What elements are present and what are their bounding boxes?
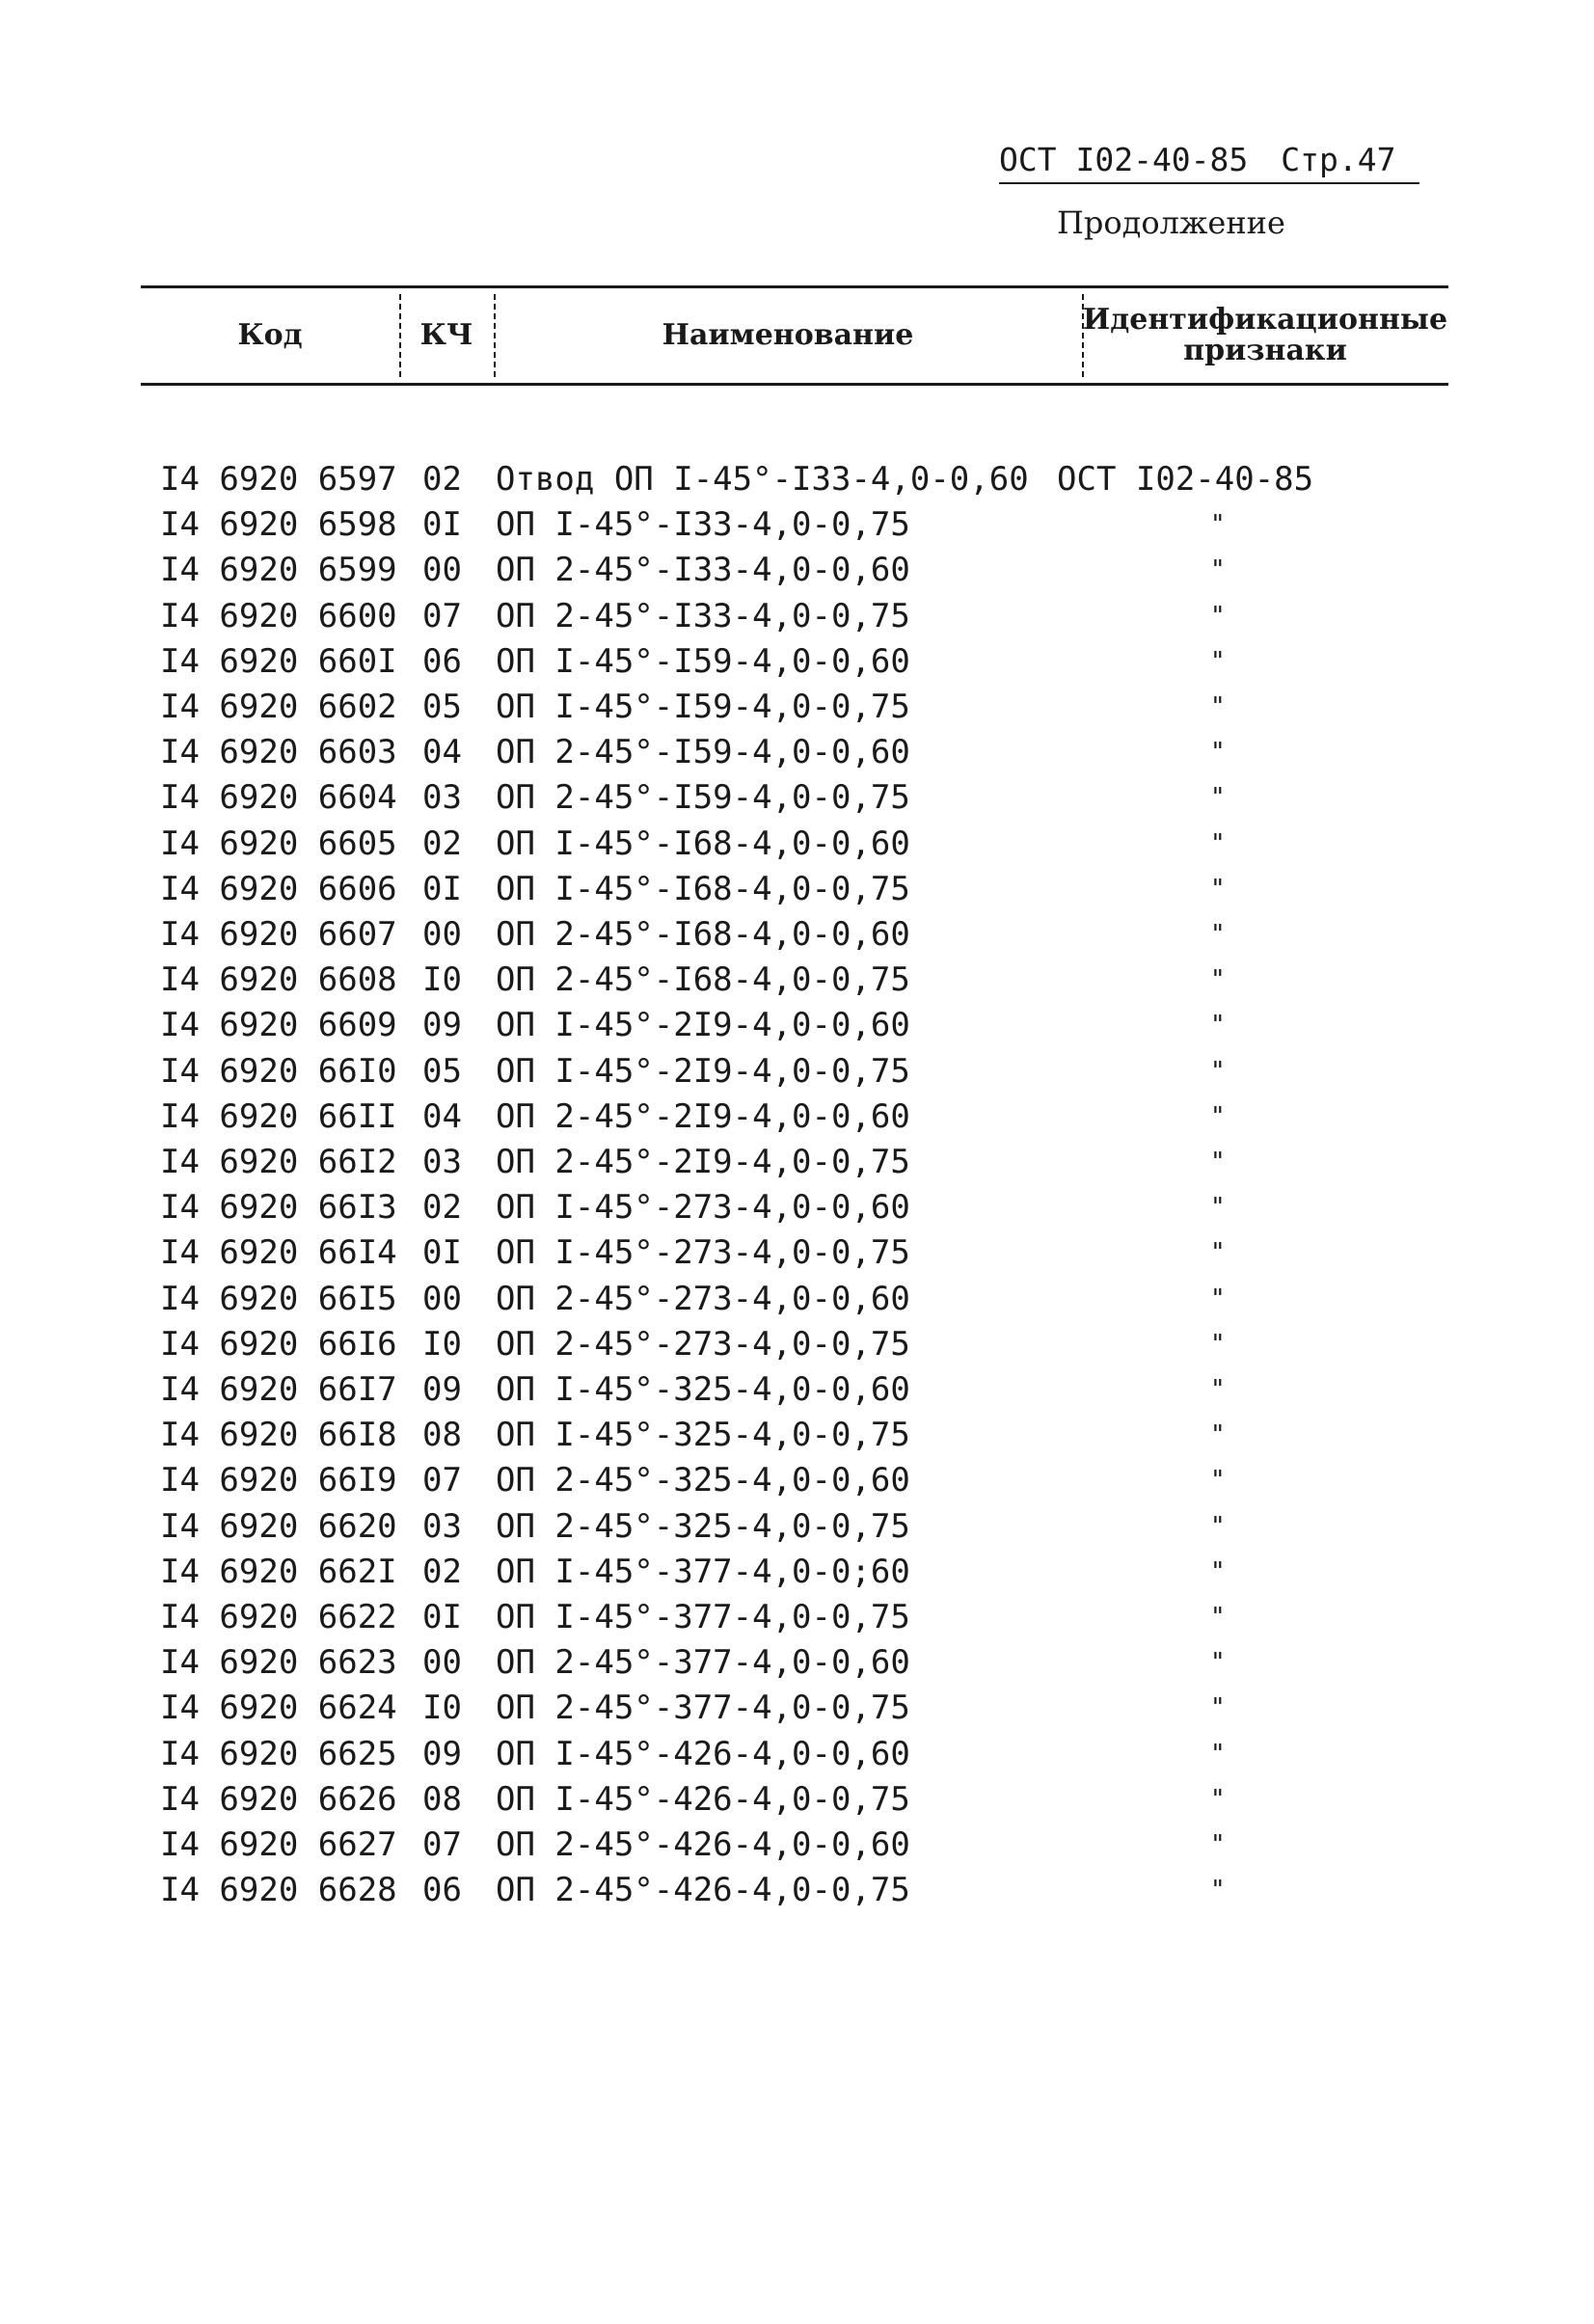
row-ident-ditto: " bbox=[1210, 1011, 1226, 1040]
row-code: I4 6920 66II bbox=[160, 1096, 397, 1136]
row-kch: 02 bbox=[422, 1188, 462, 1228]
row-ident-ditto: " bbox=[1210, 646, 1226, 676]
row-kch: 04 bbox=[422, 1096, 462, 1136]
table-row bbox=[0, 685, 1594, 730]
row-code: I4 6920 66I3 bbox=[160, 1188, 397, 1228]
row-code: I4 6920 6627 bbox=[160, 1825, 397, 1864]
row-name: ОП 2-45°-2I9-4,0-0,60 bbox=[496, 1096, 910, 1136]
row-ident-ditto: " bbox=[1210, 1556, 1226, 1586]
row-kch: 0I bbox=[422, 1233, 462, 1273]
table-row bbox=[0, 457, 1594, 502]
row-ident-ditto: " bbox=[1210, 1830, 1226, 1859]
row-code: I4 6920 6609 bbox=[160, 1006, 397, 1045]
row-name: ОП 2-45°-I33-4,0-0,60 bbox=[496, 551, 910, 590]
row-code: I4 6920 6626 bbox=[160, 1779, 397, 1819]
row-ident-ditto: " bbox=[1210, 1693, 1226, 1723]
table-row bbox=[0, 1230, 1594, 1276]
row-kch: 0I bbox=[422, 1598, 462, 1636]
column-header-kch: КЧ bbox=[419, 318, 473, 352]
row-kch: 00 bbox=[422, 1279, 462, 1318]
row-code: I4 6920 6603 bbox=[160, 733, 397, 772]
row-kch: 09 bbox=[422, 1370, 462, 1409]
row-ident: ОСТ I02-40-85 bbox=[1057, 460, 1314, 499]
row-kch: 03 bbox=[422, 778, 462, 818]
row-name: ОП I-45°-426-4,0-0,60 bbox=[496, 1734, 910, 1773]
row-ident-ditto: " bbox=[1210, 1193, 1226, 1223]
table-row bbox=[0, 1868, 1594, 1913]
row-code: I4 6920 6622 bbox=[160, 1598, 397, 1636]
row-kch: 05 bbox=[422, 688, 462, 726]
row-ident-ditto: " bbox=[1210, 1466, 1226, 1496]
row-ident-ditto: " bbox=[1210, 1603, 1226, 1632]
row-name: ОП 2-45°-325-4,0-0,60 bbox=[496, 1461, 910, 1500]
row-kch: I0 bbox=[422, 960, 462, 1000]
row-name: ОП I-45°-377-4,0-0,75 bbox=[496, 1598, 910, 1636]
table-row bbox=[0, 1185, 1594, 1230]
row-code: I4 6920 6602 bbox=[160, 688, 397, 726]
row-kch: 03 bbox=[422, 1143, 462, 1181]
page-number: Стр.47 bbox=[1281, 141, 1396, 178]
row-ident-ditto: " bbox=[1210, 738, 1226, 768]
table-row bbox=[0, 1823, 1594, 1868]
table-row bbox=[0, 594, 1594, 639]
row-ident-ditto: " bbox=[1210, 1511, 1226, 1541]
row-code: I4 6920 66I4 bbox=[160, 1233, 397, 1273]
row-code: I4 6920 6600 bbox=[160, 596, 397, 635]
row-kch: I0 bbox=[422, 1689, 462, 1728]
row-name: ОП 2-45°-377-4,0-0,75 bbox=[496, 1689, 910, 1728]
row-code: I4 6920 66I5 bbox=[160, 1279, 397, 1318]
row-kch: 05 bbox=[422, 1051, 462, 1091]
row-kch: 08 bbox=[422, 1416, 462, 1455]
table-row bbox=[0, 1140, 1594, 1185]
table-row bbox=[0, 1277, 1594, 1322]
row-name: ОП I-45°-273-4,0-0,75 bbox=[496, 1233, 910, 1273]
row-kch: 07 bbox=[422, 596, 462, 635]
table-row bbox=[0, 1686, 1594, 1731]
row-ident-ditto: " bbox=[1210, 1101, 1226, 1131]
row-name: ОП I-45°-273-4,0-0,60 bbox=[496, 1188, 910, 1228]
row-code: I4 6920 66I2 bbox=[160, 1143, 397, 1181]
row-name: ОП 2-45°-I33-4,0-0,75 bbox=[496, 596, 910, 635]
row-name: ОП 2-45°-377-4,0-0,60 bbox=[496, 1643, 910, 1683]
table-row bbox=[0, 1732, 1594, 1777]
row-code: I4 6920 6620 bbox=[160, 1506, 397, 1546]
row-code: I4 6920 6599 bbox=[160, 551, 397, 590]
row-code: I4 6920 6605 bbox=[160, 824, 397, 863]
row-code: I4 6920 66I9 bbox=[160, 1461, 397, 1500]
row-kch: 00 bbox=[422, 1643, 462, 1683]
row-name: ОП I-45°-325-4,0-0,75 bbox=[496, 1416, 910, 1455]
table-row bbox=[0, 1413, 1594, 1458]
row-name: ОП 2-45°-273-4,0-0,60 bbox=[496, 1279, 910, 1318]
row-code: I4 6920 6625 bbox=[160, 1734, 397, 1773]
row-name: ОП I-45°-377-4,0-0;60 bbox=[496, 1552, 910, 1591]
row-kch: 00 bbox=[422, 915, 462, 954]
column-header-name: Наименование bbox=[662, 318, 914, 352]
row-name: ОП I-45°-2I9-4,0-0,60 bbox=[496, 1006, 910, 1045]
row-kch: 07 bbox=[422, 1461, 462, 1500]
row-ident-ditto: " bbox=[1210, 510, 1226, 540]
row-kch: 0I bbox=[422, 869, 462, 908]
row-ident-ditto: " bbox=[1210, 601, 1226, 631]
row-kch: 03 bbox=[422, 1506, 462, 1546]
row-code: I4 6920 662I bbox=[160, 1552, 397, 1591]
row-code: I4 6920 6624 bbox=[160, 1689, 397, 1728]
row-ident-ditto: " bbox=[1210, 965, 1226, 995]
column-header-ident: Идентификационные признаки bbox=[1082, 303, 1448, 367]
row-kch: 06 bbox=[422, 1871, 462, 1910]
table-row bbox=[0, 639, 1594, 685]
row-code: I4 6920 6604 bbox=[160, 778, 397, 818]
row-name: ОП 2-45°-2I9-4,0-0,75 bbox=[496, 1143, 910, 1181]
row-name: ОП I-45°-I68-4,0-0,75 bbox=[496, 869, 910, 908]
row-ident-ditto: " bbox=[1210, 1284, 1226, 1313]
row-name: ОП I-45°-I59-4,0-0,60 bbox=[496, 641, 910, 681]
table-row bbox=[0, 1003, 1594, 1048]
table-row bbox=[0, 548, 1594, 593]
row-kch: 09 bbox=[422, 1734, 462, 1773]
row-ident-ditto: " bbox=[1210, 1329, 1226, 1359]
row-kch: 02 bbox=[422, 1552, 462, 1591]
table-row bbox=[0, 1367, 1594, 1413]
table-row bbox=[0, 1094, 1594, 1140]
row-ident-ditto: " bbox=[1210, 1056, 1226, 1086]
row-ident-ditto: " bbox=[1210, 920, 1226, 949]
row-ident-ditto: " bbox=[1210, 1648, 1226, 1678]
table-row bbox=[0, 1049, 1594, 1094]
row-kch: 00 bbox=[422, 551, 462, 590]
row-kch: 09 bbox=[422, 1006, 462, 1045]
row-name: ОП I-45°-426-4,0-0,75 bbox=[496, 1779, 910, 1819]
row-name: ОП 2-45°-273-4,0-0,75 bbox=[496, 1324, 910, 1364]
row-name: ОП I-45°-I59-4,0-0,75 bbox=[496, 688, 910, 726]
row-ident-ditto: " bbox=[1210, 1238, 1226, 1268]
table-row bbox=[0, 822, 1594, 867]
row-ident-ditto: " bbox=[1210, 1876, 1226, 1905]
row-name: ОП 2-45°-I68-4,0-0,75 bbox=[496, 960, 910, 1000]
row-name: ОП 2-45°-426-4,0-0,75 bbox=[496, 1871, 910, 1910]
standard-number: ОСТ I02-40-85 bbox=[999, 141, 1249, 178]
table-row bbox=[0, 958, 1594, 1003]
row-code: I4 6920 660I bbox=[160, 641, 397, 681]
row-name: ОП 2-45°-I59-4,0-0,60 bbox=[496, 733, 910, 772]
row-name: ОП I-45°-I33-4,0-0,75 bbox=[496, 505, 910, 545]
row-code: I4 6920 6597 bbox=[160, 460, 397, 499]
row-kch: 0I bbox=[422, 505, 462, 545]
row-ident-ditto: " bbox=[1210, 1784, 1226, 1814]
row-code: I4 6920 6608 bbox=[160, 960, 397, 1000]
row-name: Отвод ОП I-45°-I33-4,0-0,60 bbox=[496, 460, 1029, 499]
row-code: I4 6920 6628 bbox=[160, 1871, 397, 1910]
row-ident-ditto: " bbox=[1210, 555, 1226, 585]
row-ident-ditto: " bbox=[1210, 783, 1226, 813]
row-kch: 08 bbox=[422, 1779, 462, 1819]
row-kch: 04 bbox=[422, 733, 462, 772]
row-ident-ditto: " bbox=[1210, 692, 1226, 721]
row-code: I4 6920 66I0 bbox=[160, 1051, 397, 1091]
table-row bbox=[0, 502, 1594, 548]
row-kch: 02 bbox=[422, 460, 462, 499]
table-row bbox=[0, 1550, 1594, 1595]
page-header bbox=[999, 141, 1419, 184]
table-row bbox=[0, 1640, 1594, 1686]
row-code: I4 6920 66I6 bbox=[160, 1324, 397, 1364]
table-row bbox=[0, 912, 1594, 958]
row-kch: 02 bbox=[422, 824, 462, 863]
row-code: I4 6920 66I8 bbox=[160, 1416, 397, 1455]
table-row bbox=[0, 1504, 1594, 1550]
row-name: ОП I-45°-325-4,0-0,60 bbox=[496, 1370, 910, 1409]
table-row bbox=[0, 730, 1594, 775]
table-row bbox=[0, 1595, 1594, 1640]
row-code: I4 6920 6623 bbox=[160, 1643, 397, 1683]
row-name: ОП 2-45°-325-4,0-0,75 bbox=[496, 1506, 910, 1546]
table-header bbox=[141, 285, 1448, 386]
row-kch: 06 bbox=[422, 641, 462, 681]
row-name: ОП 2-45°-426-4,0-0,60 bbox=[496, 1825, 910, 1864]
row-ident-ditto: " bbox=[1210, 1739, 1226, 1769]
row-name: ОП 2-45°-I59-4,0-0,75 bbox=[496, 778, 910, 818]
row-code: I4 6920 66I7 bbox=[160, 1370, 397, 1409]
row-ident-ditto: " bbox=[1210, 1420, 1226, 1450]
row-code: I4 6920 6606 bbox=[160, 869, 397, 908]
row-ident-ditto: " bbox=[1210, 1148, 1226, 1176]
table-row bbox=[0, 775, 1594, 821]
row-name: ОП 2-45°-I68-4,0-0,60 bbox=[496, 915, 910, 954]
table-row bbox=[0, 1458, 1594, 1503]
row-kch: I0 bbox=[422, 1324, 462, 1364]
continuation-label: Продолжение bbox=[1057, 204, 1285, 241]
row-ident-ditto: " bbox=[1210, 828, 1226, 858]
row-name: ОП I-45°-I68-4,0-0,60 bbox=[496, 824, 910, 863]
row-kch: 07 bbox=[422, 1825, 462, 1864]
row-name: ОП I-45°-2I9-4,0-0,75 bbox=[496, 1051, 910, 1091]
row-ident-ditto: " bbox=[1210, 874, 1226, 904]
table-row bbox=[0, 867, 1594, 912]
table-row bbox=[0, 1777, 1594, 1823]
row-ident-ditto: " bbox=[1210, 1375, 1226, 1404]
row-code: I4 6920 6607 bbox=[160, 915, 397, 954]
row-code: I4 6920 6598 bbox=[160, 505, 397, 545]
column-header-code: Код bbox=[237, 318, 303, 352]
table-row bbox=[0, 1322, 1594, 1367]
